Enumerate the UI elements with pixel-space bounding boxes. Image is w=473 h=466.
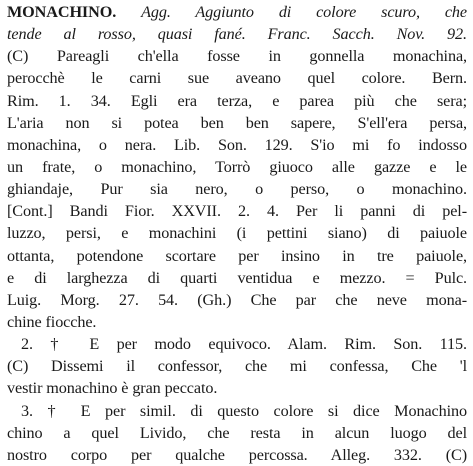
sense2-line-1: 2. † E per modo equivoco. Alam. Rim. Son. 115.	[21, 335, 467, 354]
entry-line-14: Luig. Morg. 27. 54. (Gh.) Che par che neve mona-	[7, 290, 467, 309]
entry-line-5: Rim. 1. 34. Egli era terza, e parea più che sera;	[7, 91, 467, 110]
entry-line-10: [Cont.] Bandi Fior. XXVII. 2. 4. Per li panni di pel-	[7, 202, 467, 221]
entry-line-11: luzzo, persi, e monachini (i pettini siano) di paiuole	[7, 224, 467, 243]
sense2-line-2: (C) Dissemi il confessor, che mi confessa, Che 'l	[7, 357, 467, 376]
sense3-line-3: nostro corpo per qualche percossa. Alleg. 332. (C)	[7, 445, 467, 464]
entry-line-15: chine fiocche.	[7, 312, 97, 331]
definition-text: tende al rosso, quasi fané. Franc. Sacch. Nov. 92.	[7, 25, 467, 44]
entry-line-12: ottanta, potendone scortare per insino in tre paiuole,	[7, 246, 467, 265]
entry-line-6: L'aria non si potea ben ben sapere, S'ell'era persa,	[7, 113, 467, 132]
entry-line-3: (C) Pareagli ch'ella fosse in gonnella monachina,	[7, 47, 467, 66]
entry-line-7: monachina, o nera. Lib. Son. 129. S'io mi fo indosso	[7, 135, 467, 154]
entry-line-8: un frate, o monachino, Torrò giuoco alle gazze e le	[7, 157, 467, 176]
entry-line-2	[7, 23, 467, 45]
entry-line-4: perocchè le carni sue aveano quel colore. Bern.	[7, 69, 467, 88]
definition-start: Agg. Aggiunto di colore scuro, che	[141, 3, 467, 21]
headword: MONACHINO.	[7, 3, 117, 21]
entry-line-9: ghiandaje, Pur sia nero, o perso, o monachino.	[7, 180, 467, 199]
sense3-line-1: 3. † E per simil. di questo colore si dice Monachino	[21, 401, 467, 420]
entry-line-13: e di larghezza di quarti ventidua e mezzo. = Pulc.	[7, 268, 467, 287]
sense2-line-3: vestir monachino è gran peccato.	[7, 379, 218, 398]
entry-line-1	[7, 1, 467, 23]
sense3-line-2: chino a quel Livido, che resta in alcun luogo del	[7, 423, 467, 442]
